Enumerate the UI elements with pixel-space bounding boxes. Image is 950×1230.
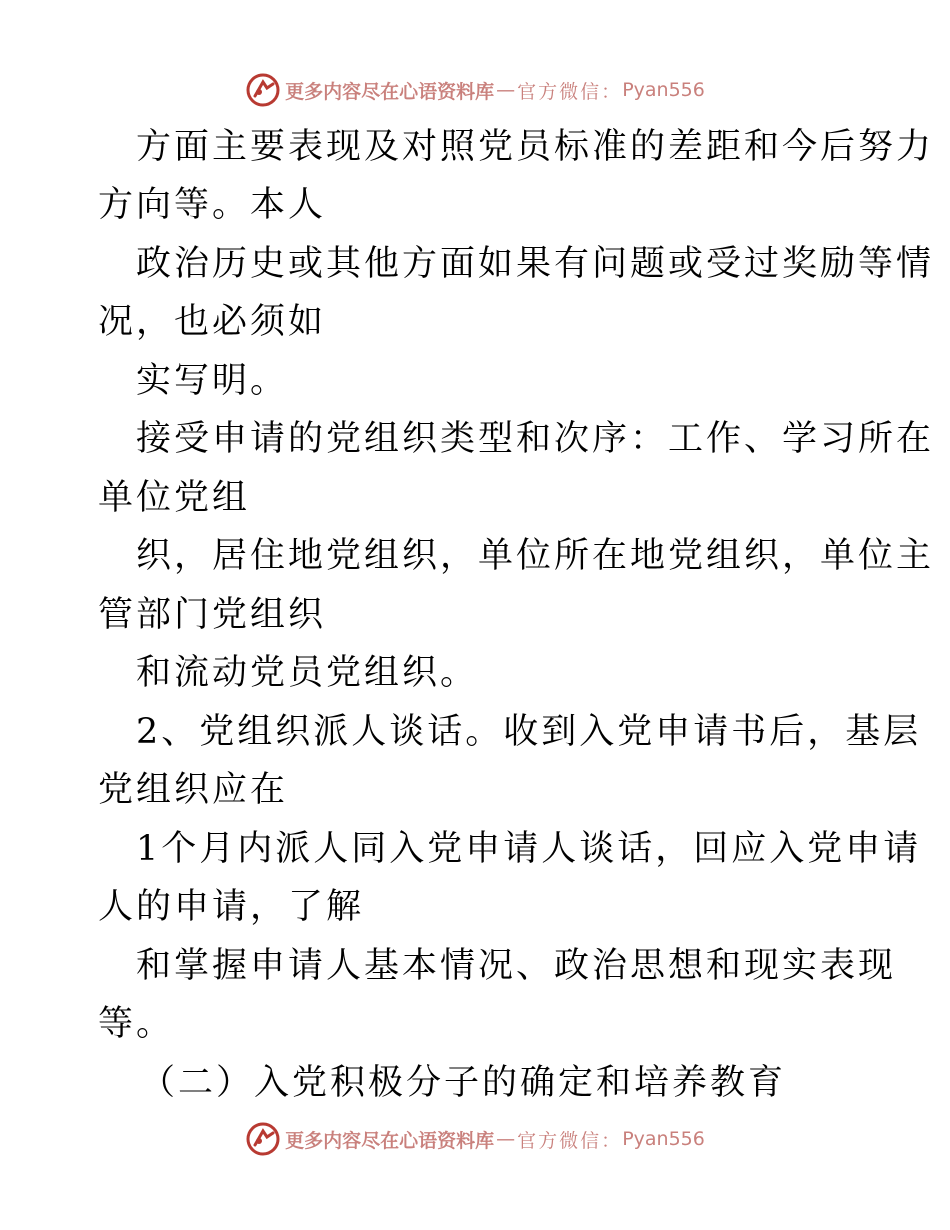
banner-dash: —: [496, 1128, 516, 1150]
text-line: 实写明。: [136, 361, 289, 401]
banner-wechat-id: Pyan556: [622, 1128, 705, 1150]
footer-watermark-banner: [0, 1119, 950, 1159]
banner-wechat-label: 官方微信：: [517, 80, 623, 103]
text-line: 和流动党员党组织。: [136, 653, 479, 693]
banner-wechat-id: Pyan556: [622, 79, 705, 101]
text-line: 政治历史或其他方面如果有问题或受过奖励等情: [136, 244, 935, 284]
banner-wechat-label: 官方微信：: [517, 1129, 623, 1152]
text-line: 方面主要表现及对照党员标准的差距和今后努力: [136, 127, 935, 167]
text-line: 织，居住地党组织，单位所在地党组织，单位主: [136, 536, 935, 576]
text-line: 2、党组织派人谈话。收到入党申请书后，基层: [136, 712, 922, 752]
section-heading: （二）入党积极分子的确定和培养教育: [140, 1063, 787, 1103]
text-line: 人的申请，了解: [98, 887, 365, 927]
text-line: 接受申请的党组织类型和次序：工作、学习所在: [136, 419, 935, 459]
text-line: 管部门党组织: [98, 595, 327, 635]
banner-brand-text: 更多内容尽在心语资料库: [285, 80, 495, 103]
text-line: 等。: [98, 1004, 175, 1044]
text-line: 方向等。本人: [98, 185, 327, 225]
text-line: 1个月内派人同入党申请人谈话，回应入党申请: [136, 829, 922, 869]
text-line: 党组织应在: [98, 770, 289, 810]
text-line: 和掌握申请人基本情况、政治思想和现实表现: [136, 946, 897, 986]
banner-brand-text: 更多内容尽在心语资料库: [285, 1129, 495, 1152]
text-line: 单位党组: [98, 478, 251, 518]
brand-logo-icon: [245, 1121, 281, 1157]
text-line: 况，也必须如: [98, 302, 327, 342]
brand-logo-icon: [245, 72, 281, 108]
header-watermark-banner: [0, 70, 950, 110]
banner-dash: —: [496, 79, 516, 101]
